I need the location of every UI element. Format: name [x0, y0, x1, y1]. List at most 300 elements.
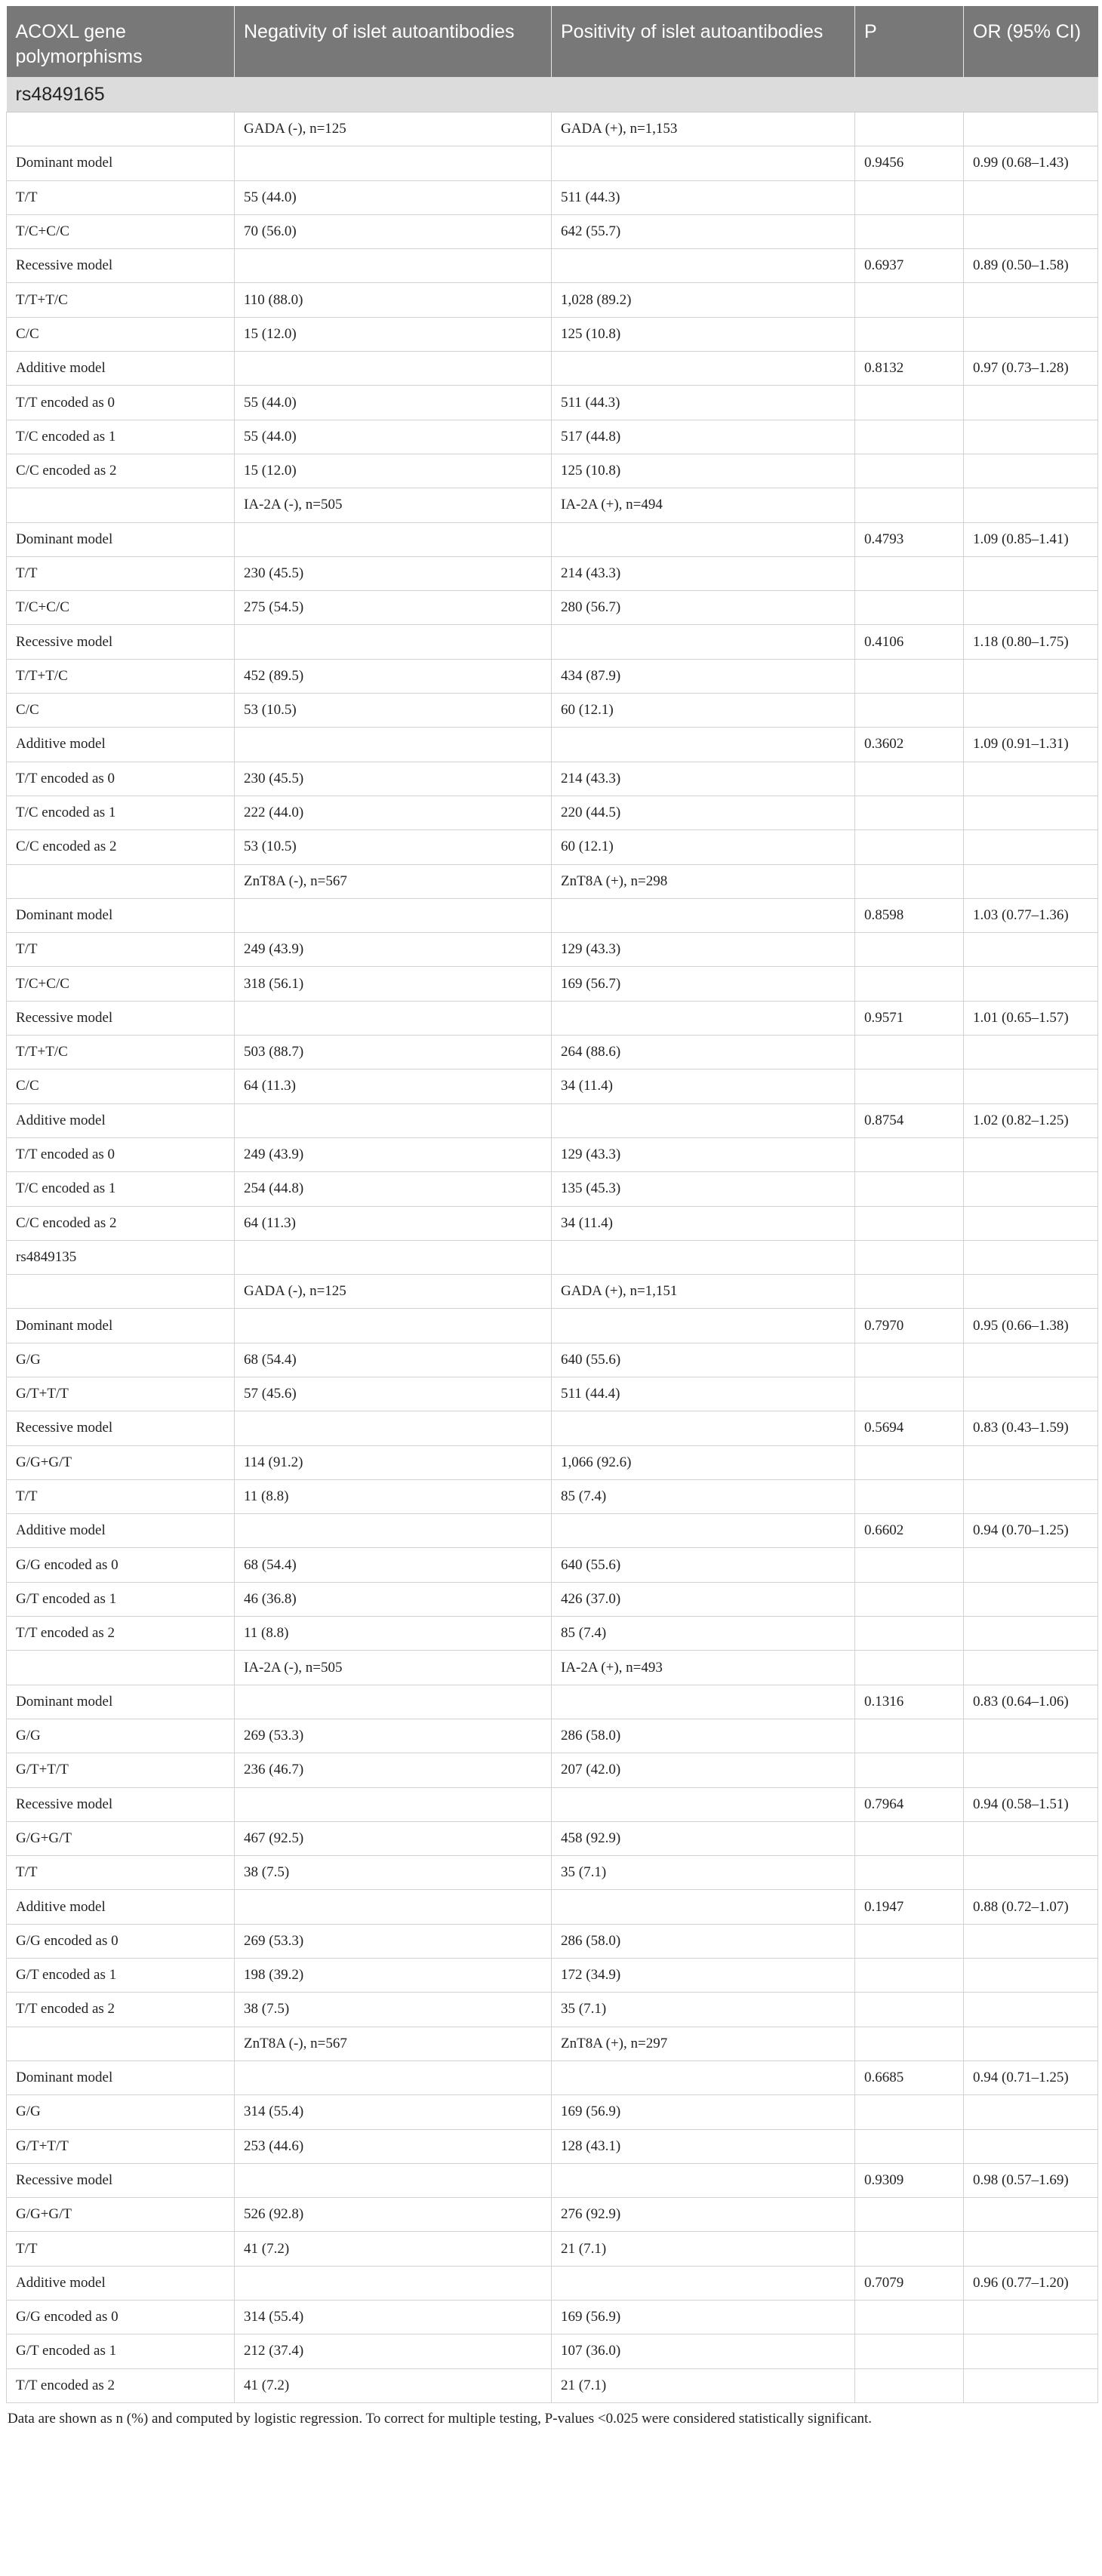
- table-cell: [964, 1479, 1098, 1513]
- table-cell: [235, 898, 552, 932]
- table-row: [7, 1959, 1098, 1993]
- table-cell: [235, 352, 552, 386]
- table-cell: [7, 864, 235, 898]
- table-cell: 0.89 (0.50–1.58): [964, 249, 1098, 283]
- table-cell: 21 (7.1): [552, 2232, 855, 2266]
- table-cell: Dominant model: [7, 2060, 235, 2094]
- table-cell: 11 (8.8): [235, 1479, 552, 1513]
- table-cell: Additive model: [7, 1514, 235, 1548]
- table-cell: 0.8754: [855, 1103, 964, 1137]
- table-cell: T/C+C/C: [7, 967, 235, 1001]
- table-cell: [855, 112, 964, 146]
- table-row: [7, 1890, 1098, 1924]
- table-cell: [964, 1959, 1098, 1993]
- table-cell: [235, 2163, 552, 2197]
- table-cell: G/G+G/T: [7, 2198, 235, 2232]
- table-cell: [235, 146, 552, 180]
- table-cell: 0.5694: [855, 1411, 964, 1445]
- table-row: [7, 2301, 1098, 2334]
- table-cell: 0.9456: [855, 146, 964, 180]
- table-cell: 129 (43.3): [552, 933, 855, 967]
- table-cell: [964, 1137, 1098, 1171]
- table-cell: 128 (43.1): [552, 2129, 855, 2163]
- table-cell: [964, 1924, 1098, 1958]
- table-cell: IA-2A (+), n=494: [552, 488, 855, 522]
- table-cell: 1.09 (0.85–1.41): [964, 522, 1098, 556]
- table-row: [7, 967, 1098, 1001]
- table-cell: [855, 1651, 964, 1685]
- table-cell: 434 (87.9): [552, 659, 855, 693]
- table-cell: [552, 352, 855, 386]
- table-row: [7, 2266, 1098, 2300]
- table-cell: G/T+T/T: [7, 1377, 235, 1411]
- table-row: [7, 556, 1098, 590]
- table-cell: 60 (12.1): [552, 694, 855, 728]
- table-cell: 55 (44.0): [235, 180, 552, 214]
- table-cell: 264 (88.6): [552, 1036, 855, 1069]
- table-row: [7, 1479, 1098, 1513]
- table-cell: 0.96 (0.77–1.20): [964, 2266, 1098, 2300]
- table-cell: C/C encoded as 2: [7, 454, 235, 488]
- table-cell: [235, 1514, 552, 1548]
- header-positivity: Positivity of islet autoantibodies: [552, 6, 855, 77]
- table-cell: [855, 2027, 964, 2060]
- table-cell: 169 (56.9): [552, 2301, 855, 2334]
- table-cell: Additive model: [7, 352, 235, 386]
- table-cell: [855, 556, 964, 590]
- table-row: [7, 1240, 1098, 1274]
- table-cell: 214 (43.3): [552, 556, 855, 590]
- table-cell: [855, 1856, 964, 1890]
- table-cell: [552, 2163, 855, 2197]
- table-row: [7, 2232, 1098, 2266]
- table-cell: G/G: [7, 1343, 235, 1377]
- table-cell: 0.1316: [855, 1685, 964, 1719]
- table-row: [7, 1206, 1098, 1240]
- table-cell: 526 (92.8): [235, 2198, 552, 2232]
- table-row: [7, 1856, 1098, 1890]
- table-cell: T/T+T/C: [7, 283, 235, 317]
- table-cell: T/C+C/C: [7, 214, 235, 248]
- table-cell: 280 (56.7): [552, 591, 855, 625]
- table-cell: 230 (45.5): [235, 556, 552, 590]
- table-cell: C/C encoded as 2: [7, 1206, 235, 1240]
- table-cell: T/T encoded as 0: [7, 762, 235, 796]
- table-cell: 0.7964: [855, 1787, 964, 1821]
- table-row: [7, 283, 1098, 317]
- table-cell: 0.7970: [855, 1309, 964, 1343]
- table-cell: 0.94 (0.58–1.51): [964, 1787, 1098, 1821]
- table-cell: 0.83 (0.64–1.06): [964, 1685, 1098, 1719]
- table-cell: 0.6937: [855, 249, 964, 283]
- table-cell: 41 (7.2): [235, 2232, 552, 2266]
- table-row: [7, 2334, 1098, 2368]
- table-row: [7, 112, 1098, 146]
- table-cell: 286 (58.0): [552, 1924, 855, 1958]
- table-cell: [964, 2334, 1098, 2368]
- table-cell: 46 (36.8): [235, 1582, 552, 1616]
- table-row: [7, 2198, 1098, 2232]
- table-cell: [855, 2334, 964, 2368]
- table-cell: [964, 556, 1098, 590]
- table-cell: T/T: [7, 2232, 235, 2266]
- table-footnote: Data are shown as n (%) and computed by logistic regression. To correct for multiple testing, P-values <0.025 were considered statistically significant.: [8, 2410, 873, 2427]
- table-cell: 21 (7.1): [552, 2368, 855, 2402]
- table-cell: 0.7079: [855, 2266, 964, 2300]
- table-cell: [964, 1343, 1098, 1377]
- table-cell: 0.6602: [855, 1514, 964, 1548]
- table-cell: 220 (44.5): [552, 796, 855, 829]
- table-cell: 41 (7.2): [235, 2368, 552, 2402]
- table-cell: GADA (-), n=125: [235, 1275, 552, 1309]
- table-cell: [855, 796, 964, 829]
- table-cell: [855, 420, 964, 454]
- table-cell: [964, 967, 1098, 1001]
- table-cell: IA-2A (-), n=505: [235, 488, 552, 522]
- table-cell: [7, 488, 235, 522]
- header-odds-ratio: OR (95% CI): [964, 6, 1098, 77]
- table-cell: [235, 1001, 552, 1035]
- table-cell: [855, 2198, 964, 2232]
- table-cell: GADA (+), n=1,151: [552, 1275, 855, 1309]
- table-row: [7, 1069, 1098, 1103]
- table-cell: [964, 1548, 1098, 1582]
- table-cell: [235, 1890, 552, 1924]
- table-cell: [552, 2266, 855, 2300]
- table-cell: 0.4793: [855, 522, 964, 556]
- table-row: [7, 1137, 1098, 1171]
- table-cell: [552, 1309, 855, 1343]
- table-row: [7, 2163, 1098, 2197]
- table-cell: Recessive model: [7, 2163, 235, 2197]
- table-cell: 1.09 (0.91–1.31): [964, 728, 1098, 762]
- table-row: [7, 2095, 1098, 2129]
- table-row: [7, 1275, 1098, 1309]
- table-cell: 15 (12.0): [235, 454, 552, 488]
- table-cell: C/C: [7, 694, 235, 728]
- table-cell: T/C encoded as 1: [7, 1172, 235, 1206]
- table-row: [7, 1377, 1098, 1411]
- table-cell: T/T encoded as 2: [7, 1617, 235, 1651]
- table-cell: 276 (92.9): [552, 2198, 855, 2232]
- table-cell: G/T encoded as 1: [7, 2334, 235, 2368]
- table-cell: 172 (34.9): [552, 1959, 855, 1993]
- table-cell: [855, 1548, 964, 1582]
- table-cell: T/T encoded as 2: [7, 1993, 235, 2027]
- table-cell: [964, 1240, 1098, 1274]
- table-row: [7, 591, 1098, 625]
- table-row: [7, 180, 1098, 214]
- table-row: [7, 1924, 1098, 1958]
- table-cell: 0.95 (0.66–1.38): [964, 1309, 1098, 1343]
- table-cell: [855, 180, 964, 214]
- table-cell: [855, 591, 964, 625]
- table-cell: [235, 2266, 552, 2300]
- header-p-value: P: [855, 6, 964, 77]
- table-cell: 198 (39.2): [235, 1959, 552, 1993]
- table-cell: [855, 2095, 964, 2129]
- table-cell: [235, 1103, 552, 1137]
- table-cell: 53 (10.5): [235, 694, 552, 728]
- table-cell: 0.3602: [855, 728, 964, 762]
- table-cell: [855, 1172, 964, 1206]
- table-cell: [855, 864, 964, 898]
- table-row: [7, 625, 1098, 659]
- table-cell: 68 (54.4): [235, 1548, 552, 1582]
- table-cell: [7, 112, 235, 146]
- table-cell: [964, 488, 1098, 522]
- table-cell: [964, 1617, 1098, 1651]
- table-cell: 0.99 (0.68–1.43): [964, 146, 1098, 180]
- table-cell: 640 (55.6): [552, 1548, 855, 1582]
- table-cell: [855, 1275, 964, 1309]
- table-cell: 286 (58.0): [552, 1719, 855, 1753]
- table-cell: 0.94 (0.70–1.25): [964, 1514, 1098, 1548]
- table-cell: [964, 830, 1098, 864]
- table-row: [7, 933, 1098, 967]
- table-cell: Dominant model: [7, 898, 235, 932]
- table-cell: G/G+G/T: [7, 1445, 235, 1479]
- table-cell: Recessive model: [7, 625, 235, 659]
- table-cell: Recessive model: [7, 1001, 235, 1035]
- table-cell: 85 (7.4): [552, 1479, 855, 1513]
- table-cell: IA-2A (-), n=505: [235, 1651, 552, 1685]
- table-cell: [964, 659, 1098, 693]
- table-cell: 467 (92.5): [235, 1821, 552, 1855]
- table-cell: Recessive model: [7, 1787, 235, 1821]
- table-cell: [964, 1275, 1098, 1309]
- table-cell: [964, 1993, 1098, 2027]
- table-cell: [964, 933, 1098, 967]
- table-row: [7, 1172, 1098, 1206]
- table-cell: [964, 1821, 1098, 1855]
- table-cell: 125 (10.8): [552, 317, 855, 351]
- table-cell: 511 (44.3): [552, 386, 855, 420]
- table-cell: 0.9571: [855, 1001, 964, 1035]
- table-cell: [235, 1787, 552, 1821]
- table-cell: 318 (56.1): [235, 967, 552, 1001]
- table-cell: [855, 283, 964, 317]
- table-cell: 212 (37.4): [235, 2334, 552, 2368]
- table-cell: Additive model: [7, 728, 235, 762]
- table-row: [7, 1617, 1098, 1651]
- table-cell: 222 (44.0): [235, 796, 552, 829]
- table-cell: 458 (92.9): [552, 1821, 855, 1855]
- table-cell: 452 (89.5): [235, 659, 552, 693]
- header-negativity: Negativity of islet autoantibodies: [235, 6, 552, 77]
- table-cell: ZnT8A (-), n=567: [235, 2027, 552, 2060]
- table-cell: [552, 1001, 855, 1035]
- table-cell: G/G: [7, 1719, 235, 1753]
- table-cell: Dominant model: [7, 1685, 235, 1719]
- table-cell: 53 (10.5): [235, 830, 552, 864]
- table-cell: Additive model: [7, 1103, 235, 1137]
- table-cell: T/T: [7, 933, 235, 967]
- table-cell: 34 (11.4): [552, 1206, 855, 1240]
- table-cell: 135 (45.3): [552, 1172, 855, 1206]
- table-cell: 426 (37.0): [552, 1582, 855, 1616]
- table-cell: 38 (7.5): [235, 1993, 552, 2027]
- table-cell: [855, 2368, 964, 2402]
- table-cell: G/G encoded as 0: [7, 1548, 235, 1582]
- table-cell: ZnT8A (+), n=298: [552, 864, 855, 898]
- table-cell: 503 (88.7): [235, 1036, 552, 1069]
- table-cell: T/T+T/C: [7, 1036, 235, 1069]
- table-cell: [855, 1821, 964, 1855]
- table-cell: [855, 1582, 964, 1616]
- table-cell: 640 (55.6): [552, 1343, 855, 1377]
- table-cell: 1.01 (0.65–1.57): [964, 1001, 1098, 1035]
- table-cell: [7, 1651, 235, 1685]
- table-cell: [964, 864, 1098, 898]
- table-row: [7, 659, 1098, 693]
- table-cell: [552, 1685, 855, 1719]
- section-row: [7, 77, 1098, 112]
- table-cell: [855, 1036, 964, 1069]
- table-cell: T/T encoded as 0: [7, 1137, 235, 1171]
- table-cell: [552, 2060, 855, 2094]
- table-cell: 275 (54.5): [235, 591, 552, 625]
- table-cell: [855, 1343, 964, 1377]
- table-cell: 1.18 (0.80–1.75): [964, 625, 1098, 659]
- table-row: [7, 454, 1098, 488]
- table-row: [7, 1582, 1098, 1616]
- table-cell: 0.4106: [855, 625, 964, 659]
- table-cell: [855, 386, 964, 420]
- table-cell: Dominant model: [7, 522, 235, 556]
- table-cell: [855, 967, 964, 1001]
- table-cell: 511 (44.4): [552, 1377, 855, 1411]
- table-cell: 0.98 (0.57–1.69): [964, 2163, 1098, 2197]
- table-row: [7, 1821, 1098, 1855]
- table-cell: 129 (43.3): [552, 1137, 855, 1171]
- table-row: [7, 728, 1098, 762]
- table-cell: T/T+T/C: [7, 659, 235, 693]
- table-row: [7, 1719, 1098, 1753]
- header-row: [7, 6, 1098, 77]
- table-cell: GADA (-), n=125: [235, 112, 552, 146]
- table-cell: [855, 1377, 964, 1411]
- table-cell: 517 (44.8): [552, 420, 855, 454]
- table-cell: [855, 1479, 964, 1513]
- table-cell: [235, 1685, 552, 1719]
- table-row: [7, 2027, 1098, 2060]
- table-row: [7, 1411, 1098, 1445]
- table-cell: [552, 728, 855, 762]
- table-cell: [552, 1411, 855, 1445]
- table-cell: G/T encoded as 1: [7, 1959, 235, 1993]
- table-cell: T/T encoded as 2: [7, 2368, 235, 2402]
- table-cell: 35 (7.1): [552, 1993, 855, 2027]
- table-cell: G/T+T/T: [7, 1753, 235, 1787]
- table-cell: [964, 1069, 1098, 1103]
- table-cell: T/T encoded as 0: [7, 386, 235, 420]
- table-cell: [964, 2368, 1098, 2402]
- table-cell: 230 (45.5): [235, 762, 552, 796]
- table-cell: [964, 1445, 1098, 1479]
- table-row: [7, 830, 1098, 864]
- table-header: [7, 6, 1098, 77]
- table-cell: 64 (11.3): [235, 1069, 552, 1103]
- table-cell: ZnT8A (+), n=297: [552, 2027, 855, 2060]
- table-cell: [235, 625, 552, 659]
- table-cell: [855, 1924, 964, 1958]
- table-container: [6, 6, 1097, 2427]
- table-cell: IA-2A (+), n=493: [552, 1651, 855, 1685]
- table-cell: [964, 2027, 1098, 2060]
- table-cell: 34 (11.4): [552, 1069, 855, 1103]
- table-cell: 107 (36.0): [552, 2334, 855, 2368]
- table-body: [7, 77, 1098, 2402]
- table-cell: [235, 249, 552, 283]
- table-cell: rs4849135: [7, 1240, 235, 1274]
- table-row: [7, 488, 1098, 522]
- table-cell: [855, 2232, 964, 2266]
- table-cell: 0.88 (0.72–1.07): [964, 1890, 1098, 1924]
- table-cell: 85 (7.4): [552, 1617, 855, 1651]
- table-cell: [964, 2095, 1098, 2129]
- table-cell: 1,066 (92.6): [552, 1445, 855, 1479]
- table-cell: Recessive model: [7, 249, 235, 283]
- table-cell: [855, 214, 964, 248]
- table-cell: G/T+T/T: [7, 2129, 235, 2163]
- table-cell: 314 (55.4): [235, 2301, 552, 2334]
- table-row: [7, 1036, 1098, 1069]
- table-cell: [855, 454, 964, 488]
- table-cell: C/C: [7, 317, 235, 351]
- table-row: [7, 2129, 1098, 2163]
- table-row: [7, 1651, 1098, 1685]
- table-cell: [552, 898, 855, 932]
- table-cell: [964, 214, 1098, 248]
- table-row: [7, 1309, 1098, 1343]
- table-cell: [964, 317, 1098, 351]
- table-cell: [235, 1411, 552, 1445]
- table-cell: [964, 1036, 1098, 1069]
- table-cell: [964, 1719, 1098, 1753]
- table-cell: [964, 796, 1098, 829]
- table-row: [7, 249, 1098, 283]
- table-row: [7, 317, 1098, 351]
- table-cell: T/C encoded as 1: [7, 420, 235, 454]
- table-cell: 314 (55.4): [235, 2095, 552, 2129]
- table-row: [7, 1753, 1098, 1787]
- table-cell: [855, 2301, 964, 2334]
- table-cell: [964, 2301, 1098, 2334]
- table-cell: 249 (43.9): [235, 1137, 552, 1171]
- table-cell: GADA (+), n=1,153: [552, 112, 855, 146]
- table-cell: 169 (56.7): [552, 967, 855, 1001]
- table-cell: 110 (88.0): [235, 283, 552, 317]
- table-cell: C/C: [7, 1069, 235, 1103]
- table-cell: 253 (44.6): [235, 2129, 552, 2163]
- table-cell: [964, 283, 1098, 317]
- table-cell: [855, 1753, 964, 1787]
- table-row: [7, 352, 1098, 386]
- table-cell: [552, 1787, 855, 1821]
- table-cell: 1.03 (0.77–1.36): [964, 898, 1098, 932]
- table-cell: Additive model: [7, 2266, 235, 2300]
- table-cell: [552, 249, 855, 283]
- table-cell: [964, 112, 1098, 146]
- table-cell: [964, 694, 1098, 728]
- table-row: [7, 1103, 1098, 1137]
- table-cell: T/C+C/C: [7, 591, 235, 625]
- table-row: [7, 420, 1098, 454]
- table-cell: 0.1947: [855, 1890, 964, 1924]
- table-cell: [855, 2129, 964, 2163]
- table-cell: C/C encoded as 2: [7, 830, 235, 864]
